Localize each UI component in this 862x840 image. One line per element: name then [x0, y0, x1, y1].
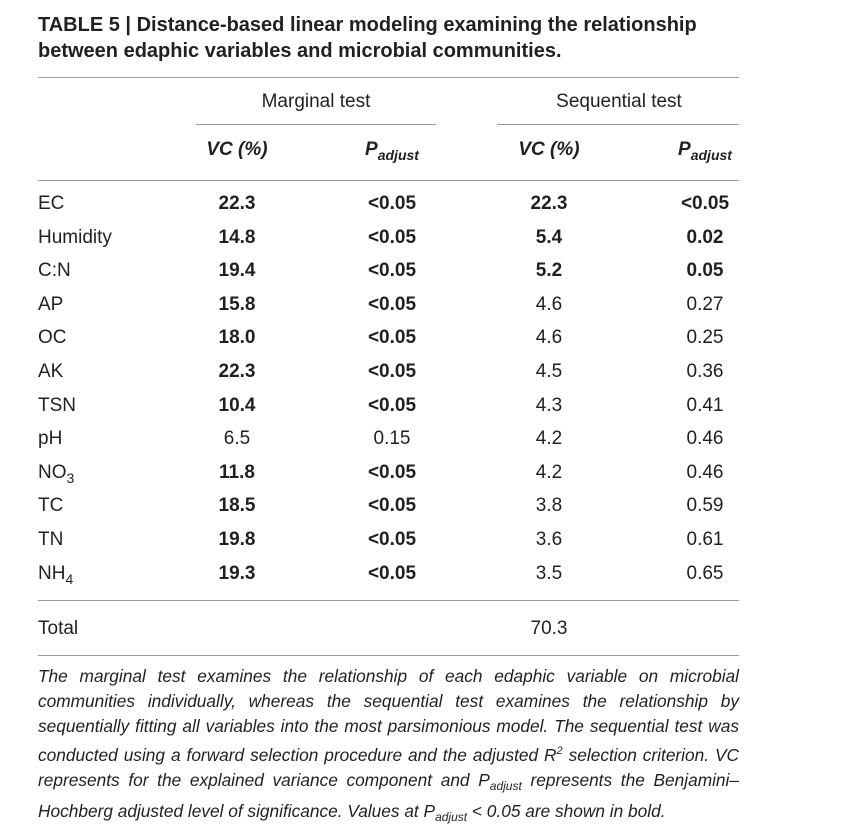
row-label: OC — [38, 327, 67, 349]
table-row — [0, 260, 862, 293]
row-label: $NH_4$ — [38, 562, 74, 587]
sequential-test-header: Sequential test — [556, 91, 682, 112]
marginal-p-header: $P_{adjust}$ — [365, 139, 419, 163]
table-row — [0, 395, 862, 428]
sequential-vc-cell: 4.6 — [535, 327, 563, 349]
sequential-p-cell: 0.41 — [686, 394, 724, 416]
sequential-p-cell: 0.27 — [686, 293, 724, 315]
marginal-vc-cell: 19.8 — [218, 529, 256, 550]
marginal-vc-cell: 19.4 — [218, 260, 256, 282]
table-row — [0, 294, 862, 327]
sequential-p-cell: 0.05 — [686, 260, 724, 282]
sequential-p-cell: 0.46 — [686, 461, 724, 483]
row-label: AP — [38, 293, 64, 315]
sequential-vc-cell: 3.6 — [535, 529, 563, 550]
sequential-p-cell: 0.36 — [686, 361, 724, 382]
marginal-vc-cell: 19.3 — [218, 562, 256, 584]
marginal-vc-cell: 18.5 — [218, 495, 256, 517]
row-label: TC — [38, 495, 64, 517]
sequential-vc-cell: 4.2 — [535, 428, 563, 450]
sequential-vc-cell: 4.5 — [535, 361, 563, 382]
sequential-vc-cell: 4.6 — [535, 293, 563, 315]
total-label: Total — [38, 618, 79, 639]
table-row — [0, 529, 862, 562]
marginal-p-cell: <0.05 — [367, 529, 417, 550]
sequential-vc-cell: 3.8 — [535, 495, 563, 517]
row-label: AK — [38, 361, 64, 382]
table-row — [0, 563, 862, 596]
marginal-vc-cell: 22.3 — [218, 193, 256, 214]
marginal-p-cell: <0.05 — [367, 327, 417, 349]
marginal-p-cell: 0.15 — [373, 428, 411, 450]
body-bottom-rule — [38, 600, 739, 601]
sequential-vc-cell: 5.4 — [535, 226, 563, 248]
marginal-p-cell: <0.05 — [367, 293, 417, 315]
row-label: pH — [38, 428, 63, 450]
sequential-p-header: $P_{adjust}$ — [678, 139, 732, 163]
marginal-vc-cell: 6.5 — [223, 428, 251, 450]
marginal-header-rule — [196, 124, 436, 125]
sequential-header-rule — [497, 124, 739, 125]
sequential-vc-cell: 5.2 — [535, 260, 563, 282]
row-label: $NO_3$ — [38, 461, 75, 486]
total-row — [0, 618, 862, 651]
marginal-p-cell: <0.05 — [367, 361, 417, 382]
sequential-p-cell: 0.65 — [686, 562, 724, 584]
marginal-p-cell: <0.05 — [367, 495, 417, 517]
table-row — [0, 495, 862, 528]
total-sequential-vc: 70.3 — [530, 618, 568, 639]
table-row — [0, 193, 862, 226]
marginal-p-cell: <0.05 — [367, 461, 417, 483]
marginal-vc-cell: 11.8 — [219, 461, 255, 483]
table-row — [0, 227, 862, 260]
marginal-test-header: Marginal test — [261, 91, 371, 112]
table-row — [0, 327, 862, 360]
row-label: TN — [38, 529, 64, 550]
table-bottom-rule — [38, 655, 739, 656]
sequential-vc-cell: 4.2 — [535, 461, 563, 483]
sequential-p-cell: <0.05 — [680, 193, 730, 214]
sequential-p-cell: 0.46 — [686, 428, 724, 450]
row-label: Humidity — [38, 226, 112, 248]
header-bottom-rule — [38, 180, 739, 181]
marginal-p-cell: <0.05 — [367, 193, 417, 214]
marginal-vc-cell: 14.8 — [218, 226, 256, 248]
table-caption: TABLE 5 | Distance-based linear modeling examining the relationship between edaphic variables and microbial communities. — [38, 14, 697, 62]
row-label: TSN — [38, 394, 76, 416]
marginal-p-cell: <0.05 — [367, 562, 417, 584]
sequential-vc-cell: 22.3 — [530, 193, 568, 214]
top-rule — [38, 77, 739, 78]
row-label: EC — [38, 193, 65, 214]
sequential-vc-cell: 3.5 — [535, 562, 563, 584]
marginal-p-cell: <0.05 — [367, 226, 417, 248]
marginal-vc-cell: 10.4 — [218, 394, 256, 416]
table-row — [0, 462, 862, 495]
table-row — [0, 361, 862, 394]
sequential-p-cell: 0.61 — [686, 529, 724, 550]
table-row — [0, 428, 862, 461]
marginal-p-cell: <0.05 — [367, 260, 417, 282]
sequential-vc-header: VC (%) — [518, 139, 580, 160]
sequential-p-cell: 0.02 — [686, 226, 724, 248]
marginal-vc-cell: 22.3 — [218, 361, 256, 382]
marginal-vc-cell: 15.8 — [218, 293, 256, 315]
sequential-p-cell: 0.59 — [686, 495, 724, 517]
table-footnote: The marginal test examines the relationship of each edaphic variable on microbial communities individually, whereas the sequential test examines the relationship by sequentially fitting all variables into the most parsimonious model. The sequential test was conducted using a forward selection procedure and the adjusted $R^2$ selection criterion. VC represents for the explained variance component and $P_{adjust}$ represents the Benjamini–Hochberg adjusted level of significance. Values at $P_{adjust} < 0.05$ are shown in bold. — [38, 666, 739, 824]
row-label: C:N — [38, 260, 71, 282]
sequential-vc-cell: 4.3 — [535, 394, 563, 416]
marginal-vc-header: VC (%) — [206, 139, 268, 160]
marginal-vc-cell: 18.0 — [218, 327, 256, 349]
marginal-p-cell: <0.05 — [367, 394, 417, 416]
sequential-p-cell: 0.25 — [686, 327, 724, 349]
